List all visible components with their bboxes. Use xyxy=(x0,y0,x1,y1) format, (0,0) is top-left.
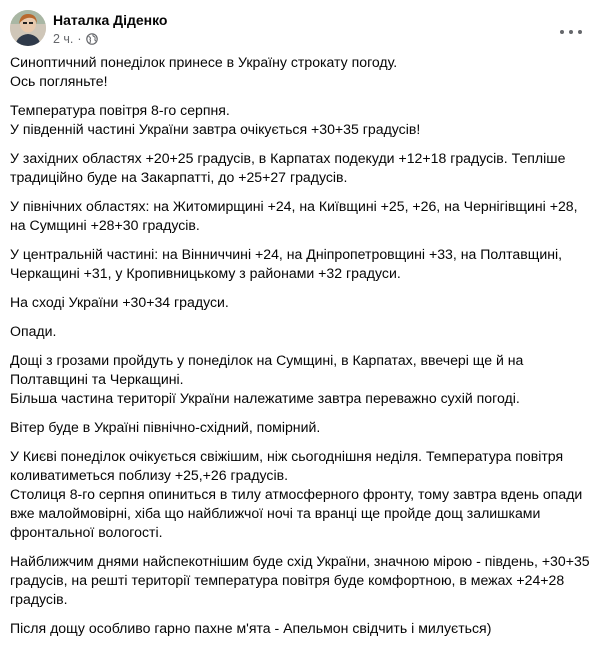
post-paragraph: Опади. xyxy=(10,323,57,339)
post-paragraph: У центральній частині: на Вінниччині +24, на Дніпропетровщині +33, на Полтавщині, Черкащині +31, у Кропивницькому з районами +32 градуси. xyxy=(10,246,563,281)
more-horizontal-icon xyxy=(560,30,564,34)
post-meta xyxy=(53,32,98,46)
avatar[interactable] xyxy=(10,10,46,46)
post-paragraph: Температура повітря 8-го серпня. У південній частині України завтра очікується +30+35 градусів! xyxy=(10,102,421,137)
post-paragraph: На сході України +30+34 градуси. xyxy=(10,294,229,310)
more-horizontal-icon xyxy=(578,30,582,34)
post-paragraph: У Києві понеділок очікується свіжішим, ніж сьогоднішня неділя. Температура повітря коливатиметься поблизу +25,+26 градусів. Столиця 8-го серпня опиниться в тилу атмосферного фронту, тому завтра вдень опади вже малоймовірні, хіба що найближчої ночі та вранці ще пройде дощ залишками фронтальної вологості. xyxy=(10,448,583,540)
more-options-button[interactable] xyxy=(560,26,582,38)
post-paragraph: Дощі з грозами пройдуть у понеділок на Сумщині, в Карпатах, ввечері ще й на Полтавщині та Черкащині. Більша частина території України належатиме завтра переважно сухій погоді. xyxy=(10,352,524,406)
post-paragraph: Після дощу особливо гарно пахне м'ята - Апельмон свідчить і милується) xyxy=(10,620,492,636)
meta-separator: · xyxy=(77,32,82,46)
post-timestamp[interactable]: 2 ч. xyxy=(53,32,74,46)
post-paragraph: Вітер буде в Україні північно-східний, помірний. xyxy=(10,419,321,435)
post-paragraph: У західних областях +20+25 градусів, в Карпатах подекуди +12+18 градусів. Тепліше традиційно буде на Закарпатті, до +25+27 градусів. xyxy=(10,150,566,185)
post-paragraph: Синоптичний понеділок принесе в Україну строкату погоду. Ось погляньте! xyxy=(10,54,398,89)
post-header xyxy=(10,10,590,50)
post-paragraph: У північних областях: на Житомирщині +24, на Київщині +25, +26, на Чернігівщині +28, на Сумщині +28+30 градусів. xyxy=(10,198,578,233)
profile-photo-icon xyxy=(10,10,46,46)
globe-icon xyxy=(86,33,98,45)
post-text xyxy=(10,53,594,648)
post-paragraph: Найближчим днями найспекотнішим буде схід України, значною мірою - південь, +30+35 градусів, на решті території температура повітря буде комфортною, в межах +24+28 градусів. xyxy=(10,553,590,607)
more-horizontal-icon xyxy=(569,30,573,34)
author-name[interactable]: Наталка Діденко xyxy=(53,12,168,28)
